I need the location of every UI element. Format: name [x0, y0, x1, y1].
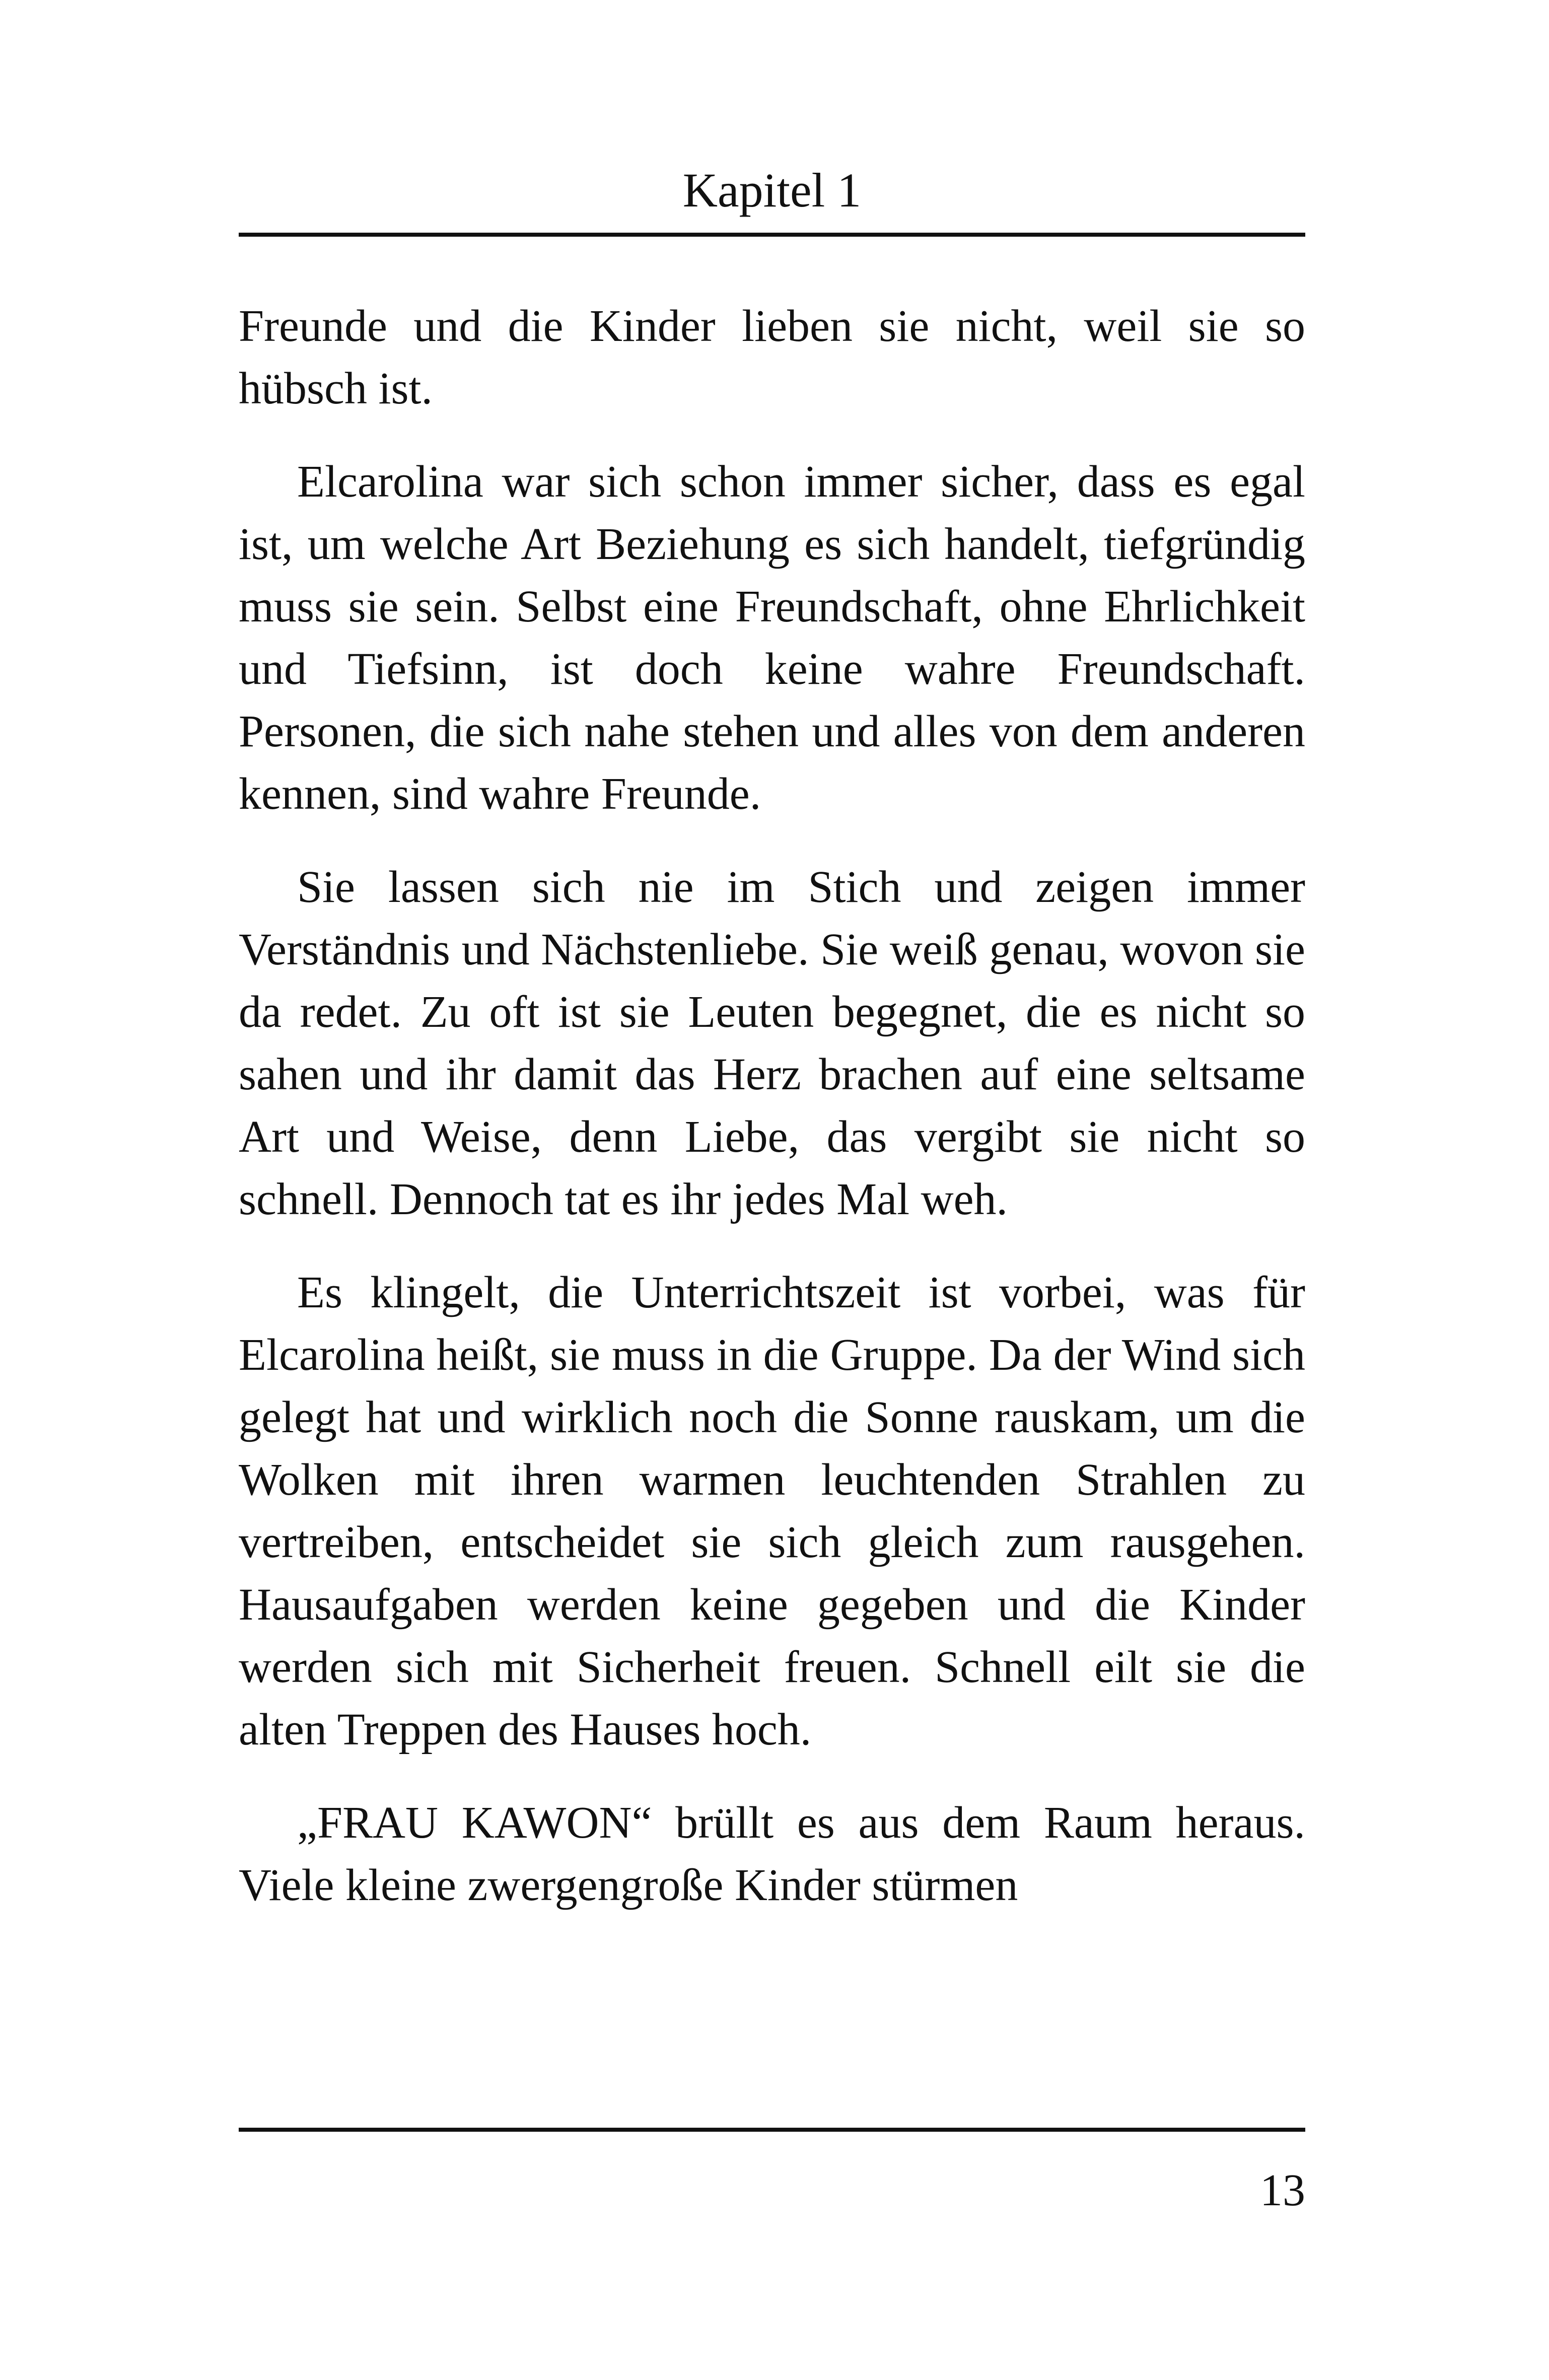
- header-divider: [239, 233, 1305, 237]
- chapter-title: Kapitel 1: [682, 163, 862, 217]
- paragraph: Es klingelt, die Unterrichtszeit ist vorbei, was für Elcarolina heißt, sie muss in die Gruppe. Da der Wind sich gelegt hat und wirklich noch die Sonne rauskam, um die Wolken mit ihren warmen leuchtenden Strahlen zu vertreiben, entscheidet sie sich gleich zum rausgehen. Hausaufgaben werden keine gegeben und die Kinder werden sich mit Sicherheit freuen. Schnell eilt sie die alten Treppen des Hauses hoch.: [239, 1268, 1305, 1755]
- paragraph: Elcarolina war sich schon immer sicher, dass es egal ist, um welche Art Beziehung es sich handelt, tiefgründig muss sie sein. Selbst eine Freundschaft, ohne Ehrlichkeit und Tiefsinn, ist doch keine wahre Freundschaft. Personen, die sich nahe stehen und alles von dem anderen kennen, sind wahre Freunde.: [239, 457, 1305, 819]
- page-body: [239, 295, 1305, 1917]
- footer-divider: [239, 2128, 1305, 2132]
- paragraph: Freunde und die Kinder lieben sie nicht, weil sie so hübsch ist.: [239, 301, 1305, 413]
- page-number: 13: [1260, 2165, 1305, 2215]
- paragraph: Sie lassen sich nie im Stich und zeigen immer Verständnis und Nächstenliebe. Sie weiß genau, wovon sie da redet. Zu oft ist sie Leuten begegnet, die es nicht so sahen und ihr damit das Herz brachen auf eine seltsame Art und Weise, denn Liebe, das vergibt sie nicht so schnell. Dennoch tat es ihr jedes Mal weh.: [239, 862, 1305, 1224]
- paragraph: „FRAU KAWON“ brüllt es aus dem Raum heraus. Viele kleine zwergengroße Kinder stürmen: [239, 1798, 1305, 1910]
